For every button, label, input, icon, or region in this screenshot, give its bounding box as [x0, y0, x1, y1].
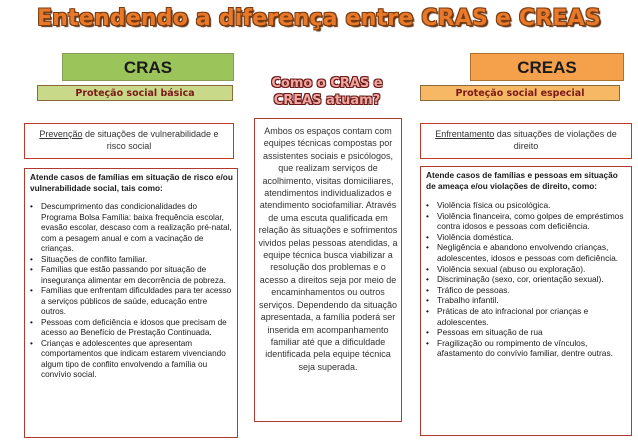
creas-list [421, 200, 631, 359]
list-item: • Violência doméstica. [426, 232, 627, 243]
list-item: • Trabalho infantil. [426, 295, 627, 306]
creas-subheader-text: Proteção social especial [455, 88, 585, 99]
list-item: • Violência sexual (abuso ou exploração). [426, 264, 627, 275]
cras-subheader-text: Proteção social básica [75, 88, 195, 99]
list-item: • Tráfico de pessoas. [426, 285, 627, 296]
list-item: • Famílias que enfrentam dificuldades para ter acesso a serviços públicos de saúde, educação entre outros. [30, 286, 233, 318]
page-title: Entendendo a diferença entre CRAS e CREAS [37, 6, 601, 31]
list-item: • Crianças e adolescentes que apresentam comportamentos que indicam estarem vivenciando algum tipo de conflito envolvendo a família ou convívio social. [30, 339, 233, 381]
middle-body: Ambos os espaços contam com equipes técnicas compostas por assistentes sociais e psicólogos, que realizam serviços de acolhimento, visitas domiciliares, atendimentos individualizados e atendimento sociofamiliar. Através de uma escuta qualificada em relação às situações e sofrimentos vividos pelas pessoas atendidas, a equipe técnica busca viabilizar a resolução dos problemas e o acesso a direitos seja por meio de encaminhamentos ou outros serviços. Dependendo da situação apresentada, a família poderá ser inserida em acompanhamento familiar até que a dificuldade identificada pela equipe técnica seja superada. [258, 126, 398, 372]
creas-header: CREAS [470, 53, 624, 81]
middle-panel [254, 118, 402, 422]
cras-summary-rest: de situações de vulnerabilidade e risco social [82, 129, 219, 151]
middle-title: Como o CRAS e CREAS atuam? [271, 76, 383, 108]
list-item: • Práticas de ato infracional por crianças e adolescentes. [426, 306, 627, 327]
list-item: • Descumprimento das condicionalidades do Programa Bolsa Família: baixa frequência escolar, evasão escolar, descaso com a realização pré-natal, com a pesagem anual e com a vacinação de crianças. [30, 202, 233, 255]
list-item: • Negligência e abandono envolvendo crianças, adolescentes, idosos e pessoas com deficiência. [426, 242, 627, 263]
list-item: • Violência financeira, como golpes de empréstimos contra idosos e pessoas com deficiência. [426, 211, 627, 232]
creas-intro: Atende casos de famílias e pessoas em situação de ameaça e/ou violações de direito, como: [426, 170, 618, 191]
cras-intro: Atende casos de famílias em situação de risco e/ou vulnerabilidade social, tais como: [30, 172, 233, 193]
creas-summary-lead: Enfrentamento [435, 129, 495, 139]
creas-panel [420, 166, 632, 436]
list-item: • Pessoas em situação de rua [426, 327, 627, 338]
list-item: • Fragilização ou rompimento de vínculos, afastamento do convívio familiar, dentre outras. [426, 338, 627, 359]
list-item: • Violência física ou psicológica. [426, 200, 627, 211]
list-item: • Discriminação (sexo, cor, orientação sexual). [426, 274, 627, 285]
cras-subheader [37, 85, 233, 101]
list-item: • Situações de conflito familiar. [30, 255, 233, 266]
list-item: • Pessoas com deficiência e idosos que precisam de acesso ao Benefício de Prestação Continuada. [30, 318, 233, 339]
creas-summary-rest: das situações de violações de direito [494, 129, 617, 151]
cras-header: CRAS [62, 53, 234, 81]
creas-subheader [420, 85, 620, 101]
list-item: • Famílias que estão passando por situação de insegurança alimentar em decorrência de pobreza. [30, 265, 233, 286]
cras-summary [24, 123, 234, 159]
cras-list [25, 202, 237, 381]
creas-summary [420, 123, 632, 159]
cras-summary-lead: Prevenção [39, 129, 83, 139]
cras-panel [24, 168, 238, 438]
